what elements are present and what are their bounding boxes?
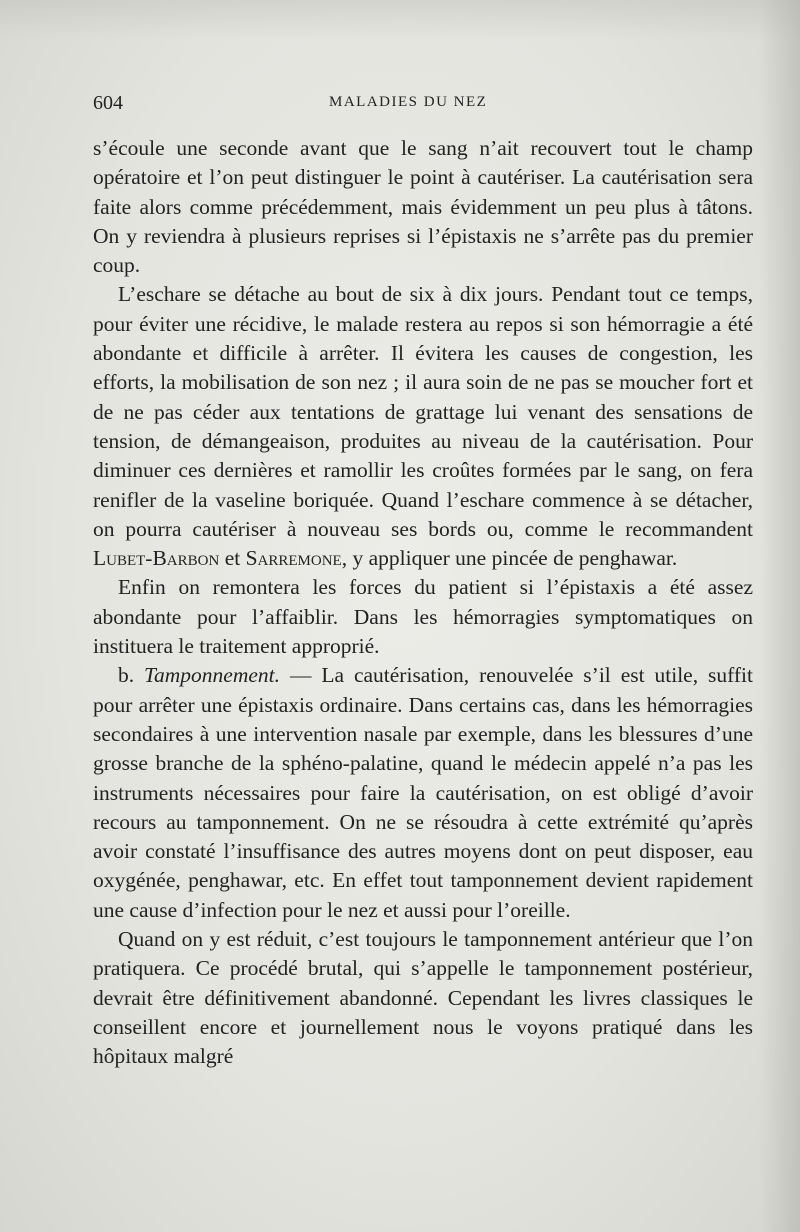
body-text	[93, 134, 753, 1072]
paragraph-2-text-a: L’eschare se détache au bout de six à dix jours. Pendant tout ce temps, pour éviter une récidive, le malade restera au repos si son hémorragie a été abondante et difficile à arrêter. Il évitera les causes de congestion, les efforts, la mobilisation de son nez ; il aura soin de ne pas se moucher fort et de ne pas céder aux tentations de grattage lui venant des sensations de tension, de démangeaison, produites au niveau de la cautérisation. Pour diminuer ces dernières et ramollir les croûtes formées par le sang, on fera renifler de la vaseline boriquée. Quand l’eschare commence à se détacher, on pourra cautériser à nouveau ses bords ou, comme le recommandent	[93, 282, 753, 541]
running-header	[93, 92, 753, 116]
paragraph-5: Quand on y est réduit, c’est toujours le tamponnement antérieur que l’on pratiquera. Ce procédé brutal, qui s’appelle le tamponnement postérieur, devrait être définitivement abandonné. Cependant les livres classiques le conseillent encore et journellement nous le voyons pratiqué dans les hôpitaux malgré	[93, 927, 753, 1069]
page-shadow-right	[760, 0, 800, 1232]
paragraph-2-text-b: , y appliquer une pincée de penghawar.	[341, 546, 678, 571]
paragraph-2	[93, 280, 753, 573]
author-name-sarremone: Sarremone	[245, 546, 342, 571]
section-title: Tamponnement.	[144, 663, 281, 688]
paragraph-4	[93, 661, 753, 925]
paragraph-2-text-mid: et	[219, 546, 246, 571]
paragraph-4-text: — La cautérisation, renouvelée s’il est utile, suffit pour arrêter une épistaxis ordinaire. Dans certains cas, dans les hémorragies secondaires à une intervention nasale par exemple, dans les blessures d’une grosse branche de la sphéno-palatine, quand le médecin appelé n’a pas les instruments nécessaires pour faire la cautérisation, on est obligé d’avoir recours au tamponnement. On ne se résoudra à cette extrémité qu’après avoir constaté l’insuffisance des autres moyens dont on peut disposer, eau oxygénée, penghawar, etc. En effet tout tamponnement devient rapidement une cause d’infection pour le nez et aussi pour l’oreille.	[93, 663, 753, 922]
paragraph-1: s’écoule une seconde avant que le sang n’ait recouvert tout le champ opératoire et l’on peut distinguer le point à cautériser. La cautérisation sera faite alors comme précédemment, mais évidemment un peu plus à tâtons. On y reviendra à plusieurs reprises si l’épistaxis ne s’arrête pas du premier coup.	[93, 136, 753, 278]
author-name-lubet-barbon: Lubet-Barbon	[93, 546, 220, 571]
page-shadow-top	[0, 0, 800, 40]
running-title: MALADIES DU NEZ	[329, 94, 488, 110]
section-label: b.	[118, 663, 145, 688]
page-number: 604	[93, 92, 123, 114]
paragraph-3: Enfin on remontera les forces du patient si l’épistaxis a été assez abondante pour l’affaiblir. Dans les hémorragies symptomatiques on instituera le traitement approprié.	[93, 575, 753, 659]
